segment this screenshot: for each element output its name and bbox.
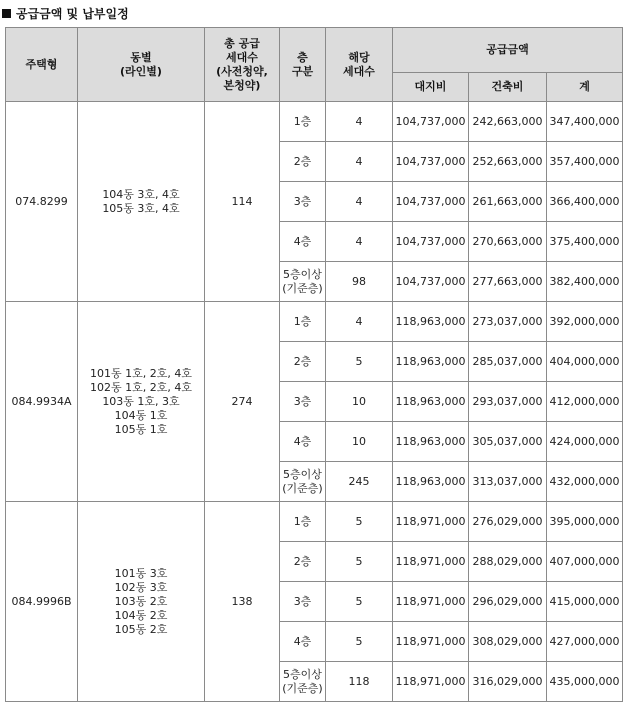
header-total-units: 총 공급 세대수 (사전청약, 본청약)	[205, 28, 280, 102]
building-cell: 313,037,000	[469, 462, 547, 502]
floor-cell: 3층	[280, 382, 326, 422]
floor-cell: 2층	[280, 542, 326, 582]
building-cell: 277,663,000	[469, 262, 547, 302]
land-cell: 118,963,000	[393, 422, 469, 462]
land-cell: 104,737,000	[393, 222, 469, 262]
total-cell: 412,000,000	[547, 382, 623, 422]
header-units: 해당 세대수	[326, 28, 393, 102]
table-row	[6, 302, 623, 342]
building-cell: 261,663,000	[469, 182, 547, 222]
type-cell: 074.8299	[6, 102, 78, 302]
building-cell: 293,037,000	[469, 382, 547, 422]
floor-cell: 2층	[280, 342, 326, 382]
land-cell: 104,737,000	[393, 182, 469, 222]
floor-cell: 1층	[280, 302, 326, 342]
units-cell: 4	[326, 102, 393, 142]
total-cell: 382,400,000	[547, 262, 623, 302]
floor-cell: 4층	[280, 622, 326, 662]
header-dong: 동별 (라인별)	[78, 28, 205, 102]
total-cell: 366,400,000	[547, 182, 623, 222]
floor-cell: 3층	[280, 582, 326, 622]
total-units-cell: 138	[205, 502, 280, 702]
total-cell: 392,000,000	[547, 302, 623, 342]
units-cell: 4	[326, 302, 393, 342]
type-cell: 084.9996B	[6, 502, 78, 702]
building-cell: 288,029,000	[469, 542, 547, 582]
header-floor: 층 구분	[280, 28, 326, 102]
total-cell: 415,000,000	[547, 582, 623, 622]
building-cell: 273,037,000	[469, 302, 547, 342]
header-sum: 계	[547, 73, 623, 102]
land-cell: 104,737,000	[393, 142, 469, 182]
section-title	[2, 3, 129, 23]
units-cell: 5	[326, 542, 393, 582]
land-cell: 118,971,000	[393, 662, 469, 702]
total-cell: 424,000,000	[547, 422, 623, 462]
building-cell: 308,029,000	[469, 622, 547, 662]
building-cell: 285,037,000	[469, 342, 547, 382]
total-cell: 347,400,000	[547, 102, 623, 142]
units-cell: 98	[326, 262, 393, 302]
dong-cell: 101동 1호, 2호, 4호 102동 1호, 2호, 4호 103동 1호, 3호 104동 1호 105동 1호	[78, 302, 205, 502]
units-cell: 5	[326, 502, 393, 542]
units-cell: 4	[326, 222, 393, 262]
table-row	[6, 502, 623, 542]
header-type: 주택형	[6, 28, 78, 102]
header-land: 대지비	[393, 73, 469, 102]
units-cell: 4	[326, 182, 393, 222]
total-cell: 395,000,000	[547, 502, 623, 542]
floor-cell: 1층	[280, 102, 326, 142]
land-cell: 118,971,000	[393, 582, 469, 622]
total-cell: 375,400,000	[547, 222, 623, 262]
header-price: 공급금액	[393, 28, 623, 73]
square-bullet-icon	[2, 9, 11, 18]
total-cell: 404,000,000	[547, 342, 623, 382]
land-cell: 118,963,000	[393, 342, 469, 382]
floor-cell: 3층	[280, 182, 326, 222]
units-cell: 10	[326, 382, 393, 422]
table-row	[6, 102, 623, 142]
building-cell: 305,037,000	[469, 422, 547, 462]
building-cell: 316,029,000	[469, 662, 547, 702]
floor-cell: 5층이상 (기준층)	[280, 462, 326, 502]
section-title-text: 공급금액 및 납부일정	[16, 6, 129, 21]
floor-cell: 1층	[280, 502, 326, 542]
units-cell: 118	[326, 662, 393, 702]
units-cell: 4	[326, 142, 393, 182]
land-cell: 104,737,000	[393, 102, 469, 142]
units-cell: 10	[326, 422, 393, 462]
floor-cell: 5층이상 (기준층)	[280, 662, 326, 702]
floor-cell: 4층	[280, 422, 326, 462]
dong-cell: 104동 3호, 4호 105동 3호, 4호	[78, 102, 205, 302]
land-cell: 118,963,000	[393, 382, 469, 422]
building-cell: 296,029,000	[469, 582, 547, 622]
units-cell: 245	[326, 462, 393, 502]
land-cell: 118,971,000	[393, 622, 469, 662]
total-cell: 432,000,000	[547, 462, 623, 502]
floor-cell: 2층	[280, 142, 326, 182]
land-cell: 118,963,000	[393, 462, 469, 502]
total-cell: 427,000,000	[547, 622, 623, 662]
building-cell: 276,029,000	[469, 502, 547, 542]
total-units-cell: 274	[205, 302, 280, 502]
units-cell: 5	[326, 622, 393, 662]
units-cell: 5	[326, 342, 393, 382]
floor-cell: 4층	[280, 222, 326, 262]
header-building: 건축비	[469, 73, 547, 102]
building-cell: 270,663,000	[469, 222, 547, 262]
total-cell: 407,000,000	[547, 542, 623, 582]
units-cell: 5	[326, 582, 393, 622]
type-cell: 084.9934A	[6, 302, 78, 502]
total-cell: 357,400,000	[547, 142, 623, 182]
land-cell: 118,963,000	[393, 302, 469, 342]
total-units-cell: 114	[205, 102, 280, 302]
dong-cell: 101동 3호 102동 3호 103동 2호 104동 2호 105동 2호	[78, 502, 205, 702]
total-cell: 435,000,000	[547, 662, 623, 702]
floor-cell: 5층이상 (기준층)	[280, 262, 326, 302]
building-cell: 242,663,000	[469, 102, 547, 142]
land-cell: 118,971,000	[393, 502, 469, 542]
supply-price-table	[5, 27, 623, 702]
land-cell: 104,737,000	[393, 262, 469, 302]
land-cell: 118,971,000	[393, 542, 469, 582]
building-cell: 252,663,000	[469, 142, 547, 182]
